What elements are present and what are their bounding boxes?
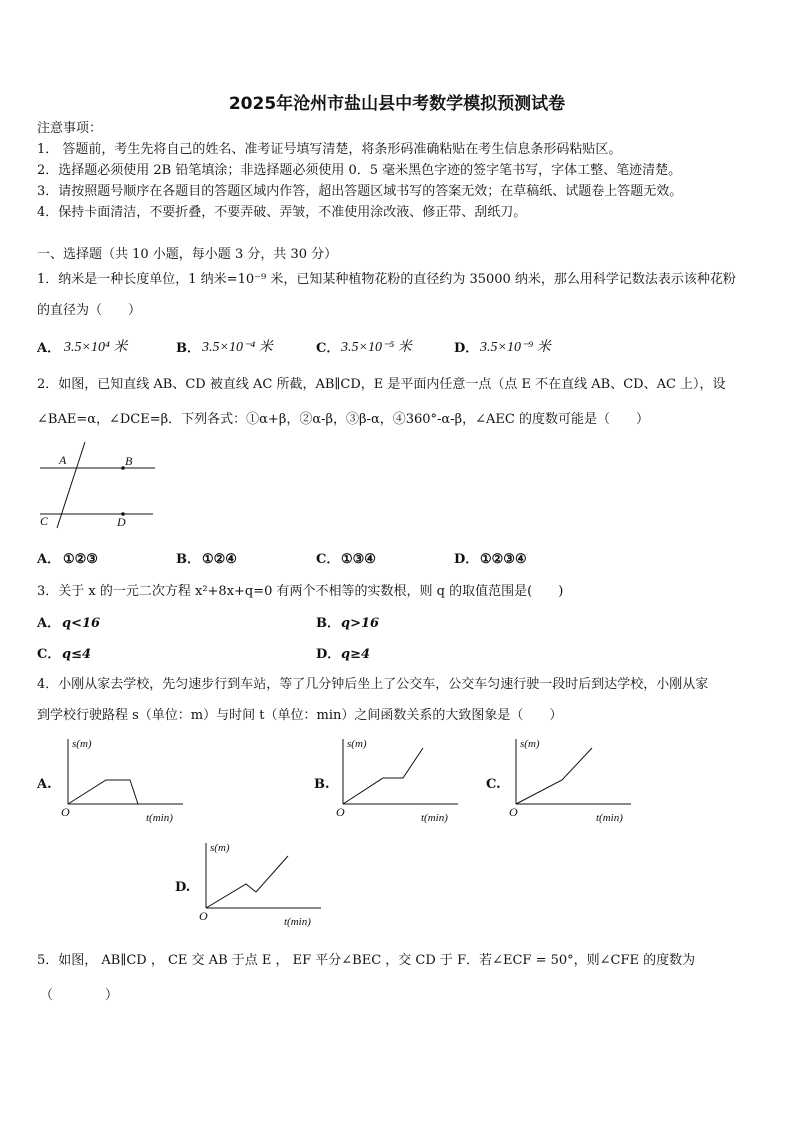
q2-option-d-label: D． [454,552,479,567]
q4-graph-b-origin: O [336,805,345,819]
q4-option-d-label: D. [175,880,191,895]
q3-option-c-label: C． [37,647,61,662]
q4-graph-d-y-label: s(m) [210,842,230,854]
q4-graph-d-x-label: t(min) [284,916,311,928]
q4-graph-a-line [68,780,138,804]
q4-graph-a-origin: O [61,805,70,819]
q4-graph-d-line [206,856,288,908]
q3-option-d-label: D． [316,647,341,662]
q2-option-c-label: C． [316,552,340,567]
q4-option-c-label: C. [486,777,501,792]
q1-option-a-text: 3.5×10⁴ 米 [64,340,128,355]
q3-option-c-text: q≤4 [62,647,92,662]
q2-option-d-text: ①②③④ [480,552,527,567]
q1-option-a-label: A． [37,341,61,356]
section-heading: 一、选择题（共 10 小题，每小题 3 分，共 30 分） [37,247,338,262]
label-d: D [117,515,126,529]
q4-option-b-label: B. [314,777,330,792]
notice-item-1: 1． 答题前，考生先将自己的姓名、准考证号填写清楚，将条形码准确粘贴在考生信息条形码粘贴区。 [37,142,622,157]
q4-graph-d-origin: O [199,909,208,923]
q4-graph-a-y-label: s(m) [72,738,92,750]
q3-option-b-label: B． [316,616,340,631]
q4-graph-c-origin: O [509,805,518,819]
q1-option-b-text: 3.5×10⁻⁴ 米 [202,340,273,355]
q1-option-d-label: D． [454,341,479,356]
q4-graph-c-x-label: t(min) [596,812,623,824]
q2-option-a-text: ①②③ [63,552,98,567]
notice-item-2: 2．选择题必须使用 2B 铅笔填涂；非选择题必须使用 0．5 毫米黑色字迹的签字笔书写，字体工整、笔迹清楚。 [37,163,682,178]
q4-graph-c [506,734,636,826]
notice-item-4: 4．保持卡面清洁，不要折叠，不要弄破、弄皱，不准使用涂改液、修正带、刮纸刀。 [37,205,527,220]
label-c: C [40,514,49,528]
notice-item-3: 3．请按照题号顺序在各题目的答题区域内作答，超出答题区域书写的答案无效；在草稿纸、试题卷上答题无效。 [37,184,683,199]
label-b: B [125,454,133,468]
q4-graph-d [196,838,326,930]
q1-text-line2: 的直径为（ ） [37,303,142,318]
q2-figure [35,440,160,530]
q1-option-d-text: 3.5×10⁻⁹ 米 [480,340,551,355]
q5-text-line2: （ ） [40,988,119,1003]
q4-graph-c-y-label: s(m) [520,738,540,750]
q2-text-line1: 2．如图，已知直线 AB、CD 被直线 AC 所截，AB∥CD，E 是平面内任意一点（点 E 不在直线 AB、CD、AC 上），设 [37,377,726,392]
q4-graph-b [333,734,463,826]
q4-graph-b-x-label: t(min) [421,812,448,824]
q3-option-a-label: A． [37,616,61,631]
q3-option-d-text: q≥4 [341,647,371,662]
q2-option-a-label: A． [37,552,61,567]
label-a: A [59,453,67,467]
q4-option-a-label: A. [37,777,52,792]
q4-text-line1: 4．小刚从家去学校，先匀速步行到车站，等了几分钟后坐上了公交车，公交车匀速行驶一段时后到达学校，小刚从家 [37,677,709,692]
q2-option-b-text: ①②④ [202,552,237,567]
q4-graph-b-line [343,748,423,804]
q4-graph-a [58,734,188,826]
q3-option-b-text: q>16 [341,616,380,631]
q3-text: 3．关于 x 的一元二次方程 x²+8x+q=0 有两个不相等的实数根，则 q 的取值范围是( ) [37,584,564,599]
q4-text-line2: 到学校行驶路程 s（单位：m）与时间 t（单位：min）之间函数关系的大致图象是（ ） [37,708,563,723]
q1-option-b-label: B． [176,341,200,356]
q5-text-line1: 5．如图， AB∥CD ， CE 交 AB 于点 E ， EF 平分∠BEC ，交 CD 于 F．若∠ECF = 50°，则∠CFE 的度数为 [37,953,696,968]
q4-graph-c-line [516,748,592,804]
q2-text-line2: ∠BAE=α，∠DCE=β．下列各式：①α+β，②α-β，③β-α，④360°-α-β，∠AEC 的度数可能是（ ） [37,412,649,427]
page-title: 2025年沧州市盐山县中考数学模拟预测试卷 [228,94,566,114]
q3-option-a-text: q<16 [62,616,101,631]
q4-graph-b-y-label: s(m) [347,738,367,750]
q1-option-c-label: C． [316,341,340,356]
q4-graph-a-x-label: t(min) [146,812,173,824]
q1-option-c-text: 3.5×10⁻⁵ 米 [341,340,412,355]
q2-option-c-text: ①③④ [341,552,376,567]
notice-heading: 注意事项： [37,121,103,136]
q2-option-b-label: B． [176,552,200,567]
q1-text-line1: 1．纳米是一种长度单位，1 纳米=10⁻⁹ 米，已知某种植物花粉的直径约为 35000 纳米，那么用科学记数法表示该种花粉 [37,272,736,287]
